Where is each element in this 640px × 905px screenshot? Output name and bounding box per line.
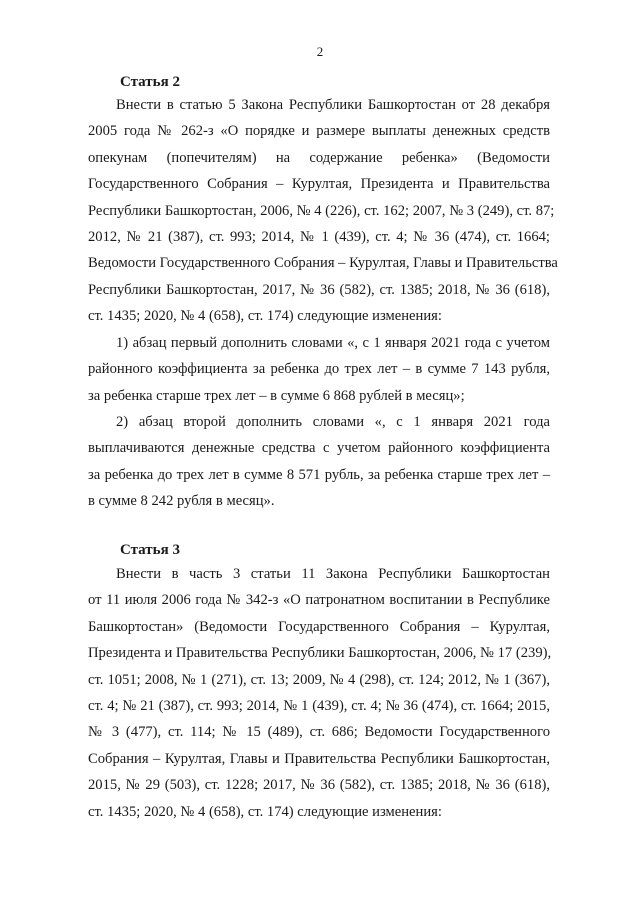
article-2-item-2 [88, 409, 550, 515]
text-line: районного коэффициента за ребенка до трех лет – в сумме 7 143 рубля, [88, 361, 550, 378]
text-line: опекунам (попечителям) на содержание ребенка» (Ведомости [88, 149, 550, 166]
text-line: за ребенка старше трех лет – в сумме 6 868 рублей в месяц»; [88, 387, 465, 404]
article-2-paragraph-intro [88, 92, 558, 330]
text-line: ст. 1435; 2020, № 4 (658), ст. 174) следующие изменения: [88, 803, 442, 820]
text-line: от 11 июля 2006 года № 342-з «О патронатном воспитании в Республике [88, 592, 550, 609]
text-line: ст. 4; № 21 (387), ст. 993; 2014, № 1 (439), ст. 4; № 36 (474), ст. 1664; 2015, [88, 697, 550, 714]
text-line: выплачиваются денежные средства с учетом районного коэффициента [88, 440, 550, 457]
text-line: 2015, № 29 (503), ст. 1228; 2017, № 36 (582), ст. 1385; 2018, № 36 (618), [88, 777, 550, 794]
article-3-heading: Статья 3 [120, 542, 180, 558]
text-line: в сумме 8 242 рубля в месяц». [88, 493, 275, 510]
text-line: 2005 года № 262-з «О порядке и размере выплаты денежных средств [88, 123, 550, 140]
article-2-heading: Статья 2 [120, 74, 180, 90]
text-line: Республики Башкортостан, 2017, № 36 (582), ст. 1385; 2018, № 36 (618), [88, 281, 550, 298]
text-line: ст. 1051; 2008, № 1 (271), ст. 13; 2009, № 4 (298), ст. 124; 2012, № 1 (367), [88, 671, 550, 688]
text-line: 2) абзац второй дополнить словами «, с 1 января 2021 года [116, 414, 550, 430]
text-line: Внести в часть 3 статьи 11 Закона Республики Башкортостан [116, 566, 550, 582]
text-line: № 3 (477), ст. 114; № 15 (489), ст. 686; Ведомости Государственного [88, 724, 550, 741]
page-number: 2 [316, 44, 324, 59]
text-line: Президента и Правительства Республики Башкортостан, 2006, № 17 (239), [88, 645, 552, 662]
text-line: Республики Башкортостан, 2006, № 4 (226), ст. 162; 2007, № 3 (249), ст. 87; [88, 202, 555, 219]
text-line: 1) абзац первый дополнить словами «, с 1 января 2021 года с учетом [116, 335, 550, 351]
text-line: 2012, № 21 (387), ст. 993; 2014, № 1 (439), ст. 4; № 36 (474), ст. 1664; [88, 228, 550, 245]
text-line: Ведомости Государственного Собрания – Курултая, Главы и Правительства [88, 255, 558, 272]
text-line: Государственного Собрания – Курултая, Президента и Правительства [88, 176, 550, 193]
text-line: Внести в статью 5 Закона Республики Башкортостан от 28 декабря [116, 97, 550, 113]
article-2-item-1 [88, 330, 550, 409]
article-3-paragraph-intro [88, 561, 550, 825]
text-line: за ребенка до трех лет в сумме 8 571 рубль, за ребенка старше трех лет – [88, 466, 550, 483]
text-line: ст. 1435; 2020, № 4 (658), ст. 174) следующие изменения: [88, 308, 442, 325]
text-line: Башкортостан» (Ведомости Государственного Собрания – Курултая, [88, 618, 550, 635]
text-line: Собрания – Курултая, Главы и Правительства Республики Башкортостан, [88, 750, 550, 767]
